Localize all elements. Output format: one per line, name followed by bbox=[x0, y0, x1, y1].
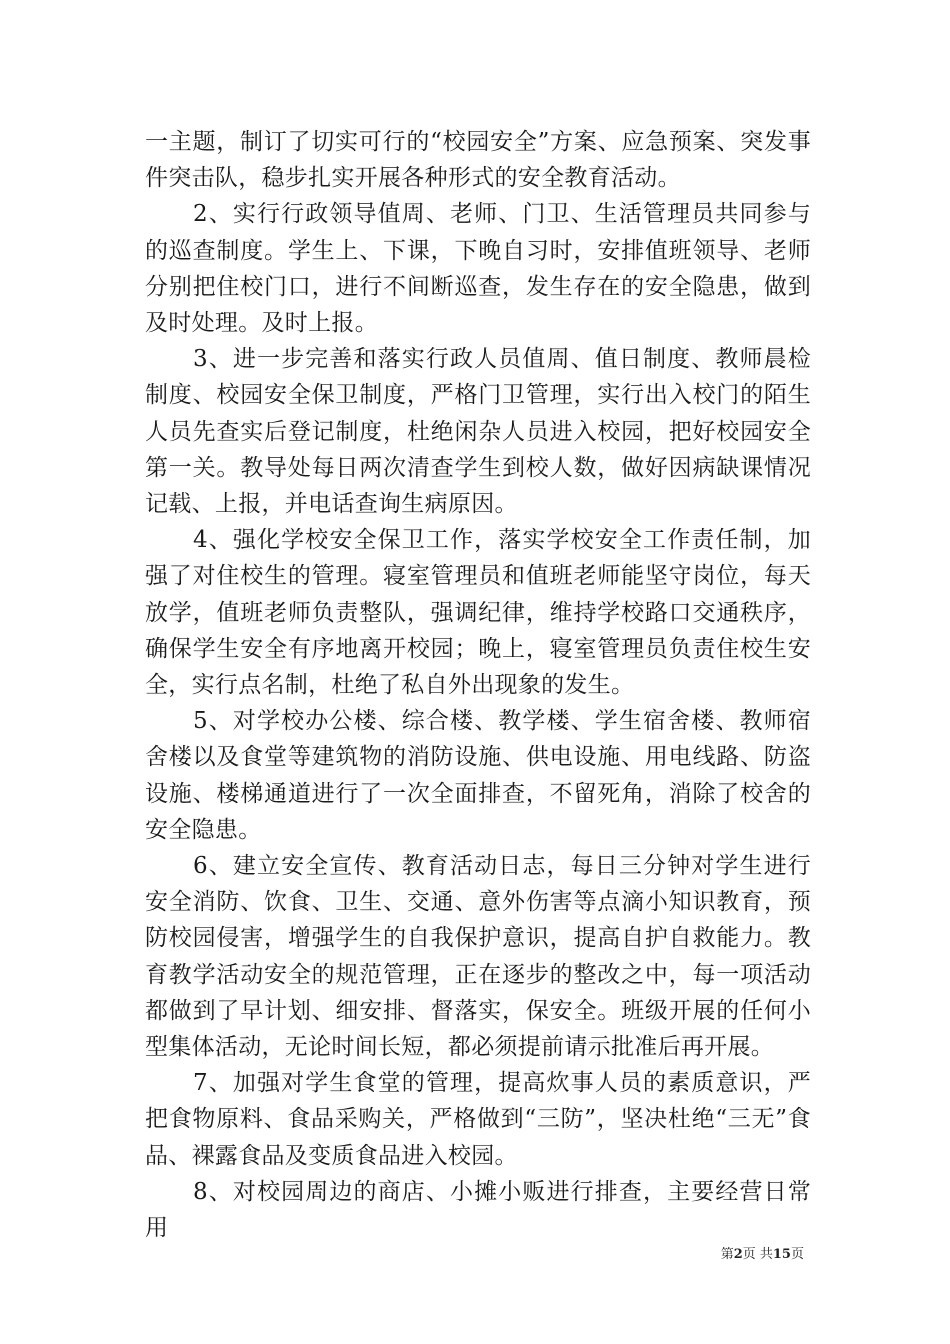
footer-prefix: 第 bbox=[720, 1247, 734, 1262]
paragraph-5: 5、对学校办公楼、综合楼、教学楼、学生宿舍楼、教师宿舍楼以及食堂等建筑物的消防设施、供电设施、用电线路、防盗设施、楼梯通道进行了一次全面排查，不留死角，消除了校舍的安全隐患。 bbox=[145, 708, 811, 843]
paragraph-3: 3、进一步完善和落实行政人员值周、值日制度、教师晨检制度、校园安全保卫制度，严格门卫管理，实行出入校门的陌生人员先查实后登记制度，杜绝闲杂人员进入校园，把好校园安全第一关。教导处每日两次清查学生到校人数，做好因病缺课情况记载、上报，并电话查询生病原因。 bbox=[145, 346, 811, 518]
paragraph-8: 8、对校园周边的商店、小摊小贩进行排查，主要经营日常用 bbox=[145, 1178, 811, 1242]
footer-suffix: 页 bbox=[790, 1247, 804, 1262]
page-footer bbox=[721, 1247, 804, 1263]
paragraph-1: 一主题，制订了切实可行的“校园安全”方案、应急预案、突发事件突击队，稳步扎实开展各种形式的安全教育活动。 bbox=[145, 129, 811, 192]
paragraph-2: 2、实行行政领导值周、老师、门卫、生活管理员共同参与的巡查制度。学生上、下课，下晚自习时，安排值班领导、老师分别把住校门口，进行不间断巡查，发生存在的安全隐患，做到及时处理。及时上报。 bbox=[145, 201, 811, 337]
paragraph-6: 6、建立安全宣传、教育活动日志，每日三分钟对学生进行安全消防、饮食、卫生、交通、意外伤害等点滴小知识教育，预防校园侵害，增强学生的自我保护意识，提高自护自救能力。教育教学活动安全的规范管理，正在逐步的整改之中，每一项活动都做到了早计划、细安排、督落实，保安全。班级开展的任何小型集体活动，无论时间长短，都必须提前请示批准后再开展。 bbox=[145, 853, 811, 1061]
footer-page-number: 2 bbox=[733, 1247, 743, 1262]
footer-total-pages: 15 bbox=[772, 1247, 791, 1262]
paragraph-4: 4、强化学校安全保卫工作，落实学校安全工作责任制，加强了对住校生的管理。寝室管理员和值班老师能坚守岗位，每天放学，值班老师负责整队，强调纪律，维持学校路口交通秩序，确保学生安全有序地离开校园；晚上，寝室管理员负责住校生安全，实行点名制，杜绝了私自外出现象的发生。 bbox=[145, 527, 811, 699]
document-body bbox=[145, 124, 811, 1246]
footer-middle: 页 共 bbox=[742, 1247, 773, 1262]
paragraph-7: 7、加强对学生食堂的管理，提高炊事人员的素质意识，严把食物原料、食品采购关，严格做到“三防”，坚决杜绝“三无”食品、裸露食品及变质食品进入校园。 bbox=[145, 1070, 811, 1169]
